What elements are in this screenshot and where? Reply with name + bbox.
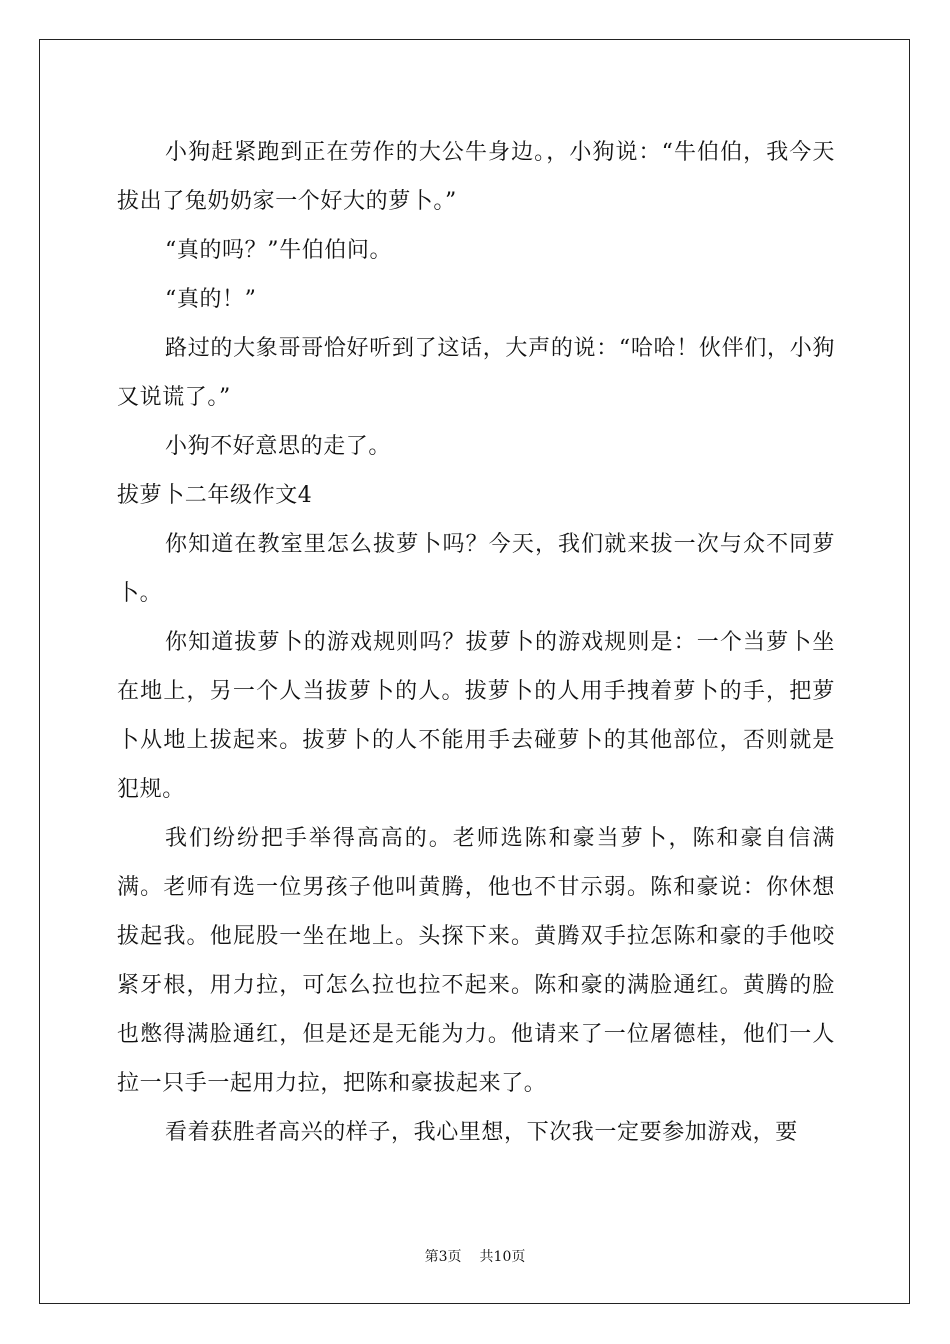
page-total: 共10页 — [479, 1249, 526, 1265]
paragraph: 路过的大象哥哥恰好听到了这话，大声的说：“哈哈！伙伴们，小狗又说谎了。” — [117, 336, 835, 410]
section-heading: 拔萝卜二年级作文4 — [117, 483, 313, 508]
paragraph: 你知道拔萝卜的游戏规则吗？拔萝卜的游戏规则是：一个当萝卜坐在地上，另一个人当拔萝卜的人。拔萝卜的人用手拽着萝卜的手，把萝卜从地上拔起来。拔萝卜的人不能用手去碰萝卜的其他部位，否则就是犯规。 — [117, 630, 835, 802]
paragraph: 小狗赶紧跑到正在劳作的大公牛身边。，小狗说：“牛伯伯，我今天拔出了兔奶奶家一个好大的萝卜。” — [117, 140, 835, 214]
paragraph: 我们纷纷把手举得高高的。老师选陈和豪当萝卜，陈和豪自信满满。老师有选一位男孩子他叫黄腾，他也不甘示弱。陈和豪说：你休想拔起我。他屁股一坐在地上。头探下来。黄腾双手拉怎陈和豪的手他咬紧牙根，用力拉，可怎么拉也拉不起来。陈和豪的满脸通红。黄腾的脸也憋得满脸通红，但是还是无能为力。他请来了一位屠德桂，他们一人拉一只手一起用力拉，把陈和豪拔起来了。 — [117, 826, 835, 1096]
paragraph: “真的吗？”牛伯伯问。 — [165, 238, 393, 263]
paragraph: 小狗不好意思的走了。 — [165, 434, 392, 459]
paragraph: 看着获胜者高兴的样子，我心里想，下次我一定要参加游戏，要 — [165, 1120, 798, 1145]
paragraph: 你知道在教室里怎么拔萝卜吗？今天，我们就来拔一次与众不同萝卜。 — [117, 532, 835, 606]
document-body — [117, 128, 835, 1157]
page-footer — [0, 1246, 950, 1266]
page-number: 第3页 — [424, 1249, 462, 1265]
paragraph: “真的！” — [165, 287, 257, 312]
